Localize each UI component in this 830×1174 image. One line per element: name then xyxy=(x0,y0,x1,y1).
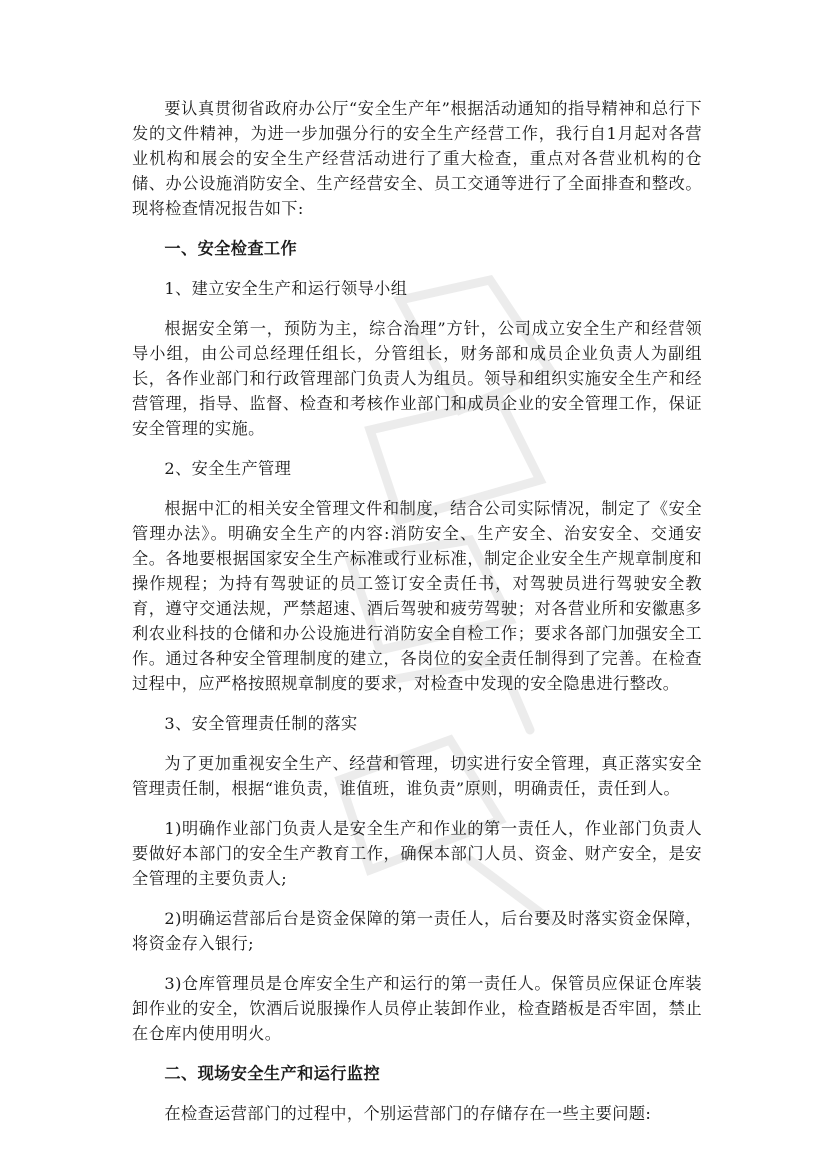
subheading-responsibility-system: 3、安全管理责任制的落实 xyxy=(164,714,358,733)
document-page xyxy=(132,96,702,1126)
responsibility-system-paragraph: 为了更加重视安全生产、经营和管理，切实进行安全管理，真正落实安全管理责任制，根据“谁负责，谁值班，谁负责”原则，明确责任，责任到人。 xyxy=(132,754,702,798)
list-item-warehouse: 3)仓库管理员是仓库安全生产和运行的第一责任人。保管员应保证仓库装卸作业的安全，饮酒后说服操作人员停止装卸作业，检查踏板是否牢固，禁止在仓库内使用明火。 xyxy=(132,974,702,1043)
list-item-operations-head: 1)明确作业部门负责人是安全生产和作业的第一责任人，作业部门负责人要做好本部门的安全生产教育工作，确保本部门人员、资金、财产安全，是安全管理的主要负责人; xyxy=(132,819,702,888)
intro-paragraph: 要认真贯彻省政府办公厅“安全生产年”根据活动通知的指导精神和总行下发的文件精神，为进一步加强分行的安全生产经营工作，我行自1月起对各营业机构和展会的安全生产经营活动进行了重大检查，重点对各营业机构的仓储、办公设施消防安全、生产经营安全、员工交通等进行了全面排查和整改。现将检查情况报告如下: xyxy=(132,99,702,218)
onsite-monitoring-paragraph: 在检查运营部门的过程中，个别运营部门的存储存在一些主要问题: xyxy=(164,1104,652,1123)
leadership-group-paragraph: 根据安全第一，预防为主，综合治理”方针，公司成立安全生产和经营领导小组，由公司总经理任组长，分管组长，财务部和成员企业负责人为副组长，各作业部门和行政管理部门负责人为组员。领导和组织实施安全生产和经营管理，指导、监督、检查和考核作业部门和成员企业的安全管理工作，保证安全管理的实施。 xyxy=(132,319,702,438)
section-heading-onsite-monitoring: 二、现场安全生产和运行监控 xyxy=(164,1064,381,1083)
section-heading-safety-inspection: 一、安全检查工作 xyxy=(164,239,298,258)
safety-management-paragraph: 根据中汇的相关安全管理文件和制度，结合公司实际情况，制定了《安全管理办法》。明确安全生产的内容:消防安全、生产安全、治安安全、交通安全。各地要根据国家安全生产标准或行业标准，制定企业安全生产规章制度和操作规程；为持有驾驶证的员工签订安全责任书，对驾驶员进行驾驶安全教育，遵守交通法规，严禁超速、酒后驾驶和疲劳驾驶；对各营业所和安徽惠多利农业科技的仓储和办公设施进行消防安全自检工作；要求各部门加强安全工作。通过各种安全管理制度的建立，各岗位的安全责任制得到了完善。在检查过程中，应严格按照规章制度的要求，对检查中发现的安全隐患进行整改。 xyxy=(132,499,702,693)
subheading-safety-management: 2、安全生产管理 xyxy=(164,459,292,478)
list-item-backoffice: 2)明确运营部后台是资金保障的第一责任人，后台要及时落实资金保障，将资金存入银行; xyxy=(132,909,702,953)
subheading-leadership-group: 1、建立安全生产和运行领导小组 xyxy=(164,279,408,298)
